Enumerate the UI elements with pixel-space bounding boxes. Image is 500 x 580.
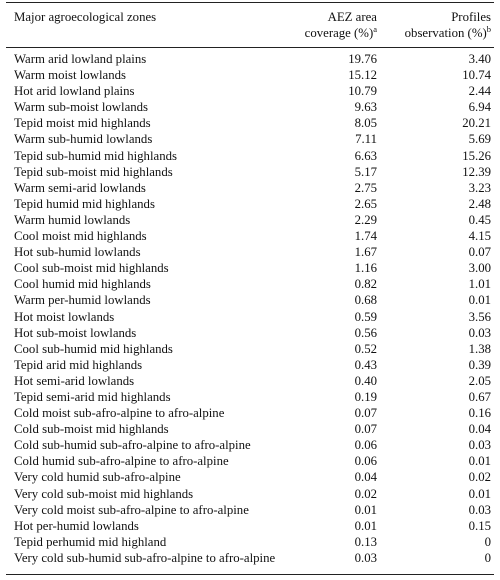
- table-row: [6, 212, 494, 228]
- table-row: [6, 469, 494, 485]
- table-row: [6, 67, 494, 83]
- profiles-observation-cell: 0: [484, 550, 491, 565]
- table-row: [6, 502, 494, 518]
- table-row: [6, 180, 494, 196]
- area-coverage-cell: 0.13: [354, 534, 377, 549]
- profiles-observation-cell: 5.69: [468, 132, 491, 147]
- profiles-observation-cell: 0.03: [468, 438, 491, 453]
- profiles-observation-cell: 0.03: [468, 325, 491, 340]
- table-row: [6, 83, 494, 99]
- profiles-observation-cell: 0.16: [468, 406, 491, 421]
- header-area-footnote-marker: a: [373, 24, 377, 34]
- table-row: [6, 534, 494, 550]
- area-coverage-cell: 0.59: [354, 309, 377, 324]
- table-row: [6, 357, 494, 373]
- zone-name-cell: Tepid perhumid mid highland: [14, 534, 167, 549]
- profiles-observation-cell: 0.01: [468, 486, 491, 501]
- profiles-observation-cell: 0.07: [468, 245, 491, 260]
- header-profiles-line2: [405, 25, 491, 41]
- table-row: [6, 437, 494, 453]
- zone-name-cell: Very cold moist sub-afro-alpine to afro-alpine: [14, 502, 249, 517]
- table-header: [6, 3, 494, 47]
- area-coverage-cell: 0.03: [354, 550, 377, 565]
- area-coverage-cell: 19.76: [348, 52, 377, 66]
- zone-name-cell: Cold humid sub-afro-alpine to afro-alpine: [14, 454, 229, 469]
- area-coverage-cell: 1.16: [354, 261, 377, 276]
- profiles-observation-cell: 0.01: [468, 454, 491, 469]
- zone-name-cell: Tepid arid mid highlands: [14, 357, 143, 372]
- table-row: [6, 115, 494, 131]
- profiles-observation-cell: 0.04: [468, 422, 491, 437]
- area-coverage-cell: 2.29: [354, 212, 377, 227]
- area-coverage-cell: 1.74: [354, 229, 377, 244]
- table-row: [6, 244, 494, 260]
- area-coverage-cell: 0.19: [354, 389, 377, 404]
- area-coverage-cell: 0.01: [354, 518, 377, 533]
- profiles-observation-cell: 2.48: [468, 196, 491, 211]
- header-profiles-observation: [405, 9, 491, 41]
- zone-name-cell: Warm semi-arid lowlands: [14, 180, 146, 195]
- header-profiles-footnote-marker: b: [486, 24, 491, 34]
- zone-name-cell: Hot sub-moist lowlands: [14, 325, 137, 340]
- zone-name-cell: Cool moist mid highlands: [14, 229, 147, 244]
- area-coverage-cell: 0.01: [354, 502, 377, 517]
- zone-name-cell: Tepid sub-humid mid highlands: [14, 148, 177, 163]
- profiles-observation-cell: 1.01: [468, 277, 491, 292]
- table-row: [6, 518, 494, 534]
- zone-name-cell: Cool humid mid highlands: [14, 277, 151, 292]
- table-row: [6, 389, 494, 405]
- header-zone: Major agroecological zones: [14, 10, 157, 24]
- area-coverage-cell: 0.56: [354, 325, 377, 340]
- profiles-observation-cell: 2.05: [468, 373, 491, 388]
- table-row: [6, 421, 494, 437]
- zone-name-cell: Warm moist lowlands: [14, 68, 126, 83]
- zone-name-cell: Hot per-humid lowlands: [14, 518, 139, 533]
- profiles-observation-cell: 0.39: [468, 357, 491, 372]
- table-row: [6, 148, 494, 164]
- table-row: [6, 196, 494, 212]
- profiles-observation-cell: 0.67: [468, 389, 491, 404]
- profiles-observation-cell: 0.15: [468, 518, 491, 533]
- area-coverage-cell: 2.75: [354, 180, 377, 195]
- profiles-observation-cell: 12.39: [462, 164, 491, 179]
- zone-name-cell: Tepid sub-moist mid highlands: [14, 164, 173, 179]
- zone-name-cell: Warm arid lowland plains: [14, 52, 147, 66]
- area-coverage-cell: 10.79: [348, 84, 377, 99]
- profiles-observation-cell: 3.56: [468, 309, 491, 324]
- profiles-observation-cell: 1.38: [468, 341, 491, 356]
- area-coverage-cell: 9.63: [354, 100, 377, 115]
- profiles-observation-cell: 3.40: [468, 52, 491, 66]
- zone-name-cell: Tepid humid mid highlands: [14, 196, 155, 211]
- area-coverage-cell: 1.67: [354, 245, 377, 260]
- table-row: [6, 325, 494, 341]
- area-coverage-cell: 0.82: [354, 277, 377, 292]
- area-coverage-cell: 6.63: [354, 148, 377, 163]
- table-bottom-rule: [6, 574, 494, 575]
- table-row: [6, 260, 494, 276]
- profiles-observation-cell: 10.74: [462, 68, 491, 83]
- profiles-observation-cell: 2.44: [468, 84, 491, 99]
- area-coverage-cell: 15.12: [348, 68, 377, 83]
- table-row: [6, 486, 494, 502]
- profiles-observation-cell: 0: [484, 534, 491, 549]
- header-profiles-line1: Profiles: [451, 10, 491, 24]
- zone-name-cell: Cool sub-moist mid highlands: [14, 261, 169, 276]
- zone-name-cell: Very cold sub-humid sub-afro-alpine to afro-alpine: [14, 550, 276, 565]
- table-row: [6, 453, 494, 469]
- zone-name-cell: Hot moist lowlands: [14, 309, 115, 324]
- area-coverage-cell: 0.06: [354, 454, 377, 469]
- area-coverage-cell: 8.05: [354, 116, 377, 131]
- zone-name-cell: Hot sub-humid lowlands: [14, 245, 141, 260]
- profiles-observation-cell: 3.23: [468, 180, 491, 195]
- area-coverage-cell: 0.40: [354, 373, 377, 388]
- table-row: [6, 292, 494, 308]
- profiles-observation-cell: 0.45: [468, 212, 491, 227]
- zone-name-cell: Hot arid lowland plains: [14, 84, 135, 99]
- zone-name-cell: Cool sub-humid mid highlands: [14, 341, 173, 356]
- zone-name-cell: Very cold humid sub-afro-alpine: [14, 470, 181, 485]
- table-row: [6, 51, 494, 67]
- profiles-observation-cell: 0.03: [468, 502, 491, 517]
- area-coverage-cell: 0.07: [354, 406, 377, 421]
- area-coverage-cell: 7.11: [355, 132, 377, 147]
- zone-name-cell: Hot semi-arid lowlands: [14, 373, 135, 388]
- header-area-line2-text: coverage (%): [304, 26, 374, 40]
- table-header-rule: [6, 47, 494, 48]
- area-coverage-cell: 0.06: [354, 438, 377, 453]
- profiles-observation-cell: 0.02: [468, 470, 491, 485]
- area-coverage-cell: 0.07: [354, 422, 377, 437]
- zone-name-cell: Cold sub-moist mid highlands: [14, 422, 169, 437]
- table-row: [6, 550, 494, 566]
- table-body: [6, 51, 494, 566]
- area-coverage-cell: 0.04: [354, 470, 377, 485]
- header-area-line1: AEZ area: [327, 10, 377, 24]
- header-area-line2: [305, 25, 377, 41]
- area-coverage-cell: 0.52: [354, 341, 377, 356]
- table-row: [6, 309, 494, 325]
- zone-name-cell: Warm humid lowlands: [14, 212, 131, 227]
- area-coverage-cell: 0.68: [354, 293, 377, 308]
- table-row: [6, 164, 494, 180]
- area-coverage-cell: 5.17: [354, 164, 377, 179]
- zone-name-cell: Tepid moist mid highlands: [14, 116, 151, 131]
- profiles-observation-cell: 4.15: [468, 229, 491, 244]
- area-coverage-cell: 0.43: [354, 357, 377, 372]
- header-profiles-line2-text: observation (%): [404, 26, 487, 40]
- table-row: [6, 131, 494, 147]
- table-row: [6, 228, 494, 244]
- table-row: [6, 99, 494, 115]
- header-area-coverage: [305, 9, 377, 41]
- table-row: [6, 405, 494, 421]
- zone-name-cell: Warm per-humid lowlands: [14, 293, 151, 308]
- area-coverage-cell: 0.02: [354, 486, 377, 501]
- zone-name-cell: Warm sub-moist lowlands: [14, 100, 149, 115]
- zone-name-cell: Warm sub-humid lowlands: [14, 132, 153, 147]
- profiles-observation-cell: 15.26: [462, 148, 491, 163]
- profiles-observation-cell: 3.00: [468, 261, 491, 276]
- table-row: [6, 276, 494, 292]
- table-row: [6, 341, 494, 357]
- profiles-observation-cell: 6.94: [468, 100, 491, 115]
- profiles-observation-cell: 0.01: [468, 293, 491, 308]
- table-row: [6, 373, 494, 389]
- zone-name-cell: Cold moist sub-afro-alpine to afro-alpine: [14, 406, 225, 421]
- zone-name-cell: Tepid semi-arid mid highlands: [14, 389, 171, 404]
- area-coverage-cell: 2.65: [354, 196, 377, 211]
- zone-name-cell: Very cold sub-moist mid highlands: [14, 486, 194, 501]
- profiles-observation-cell: 20.21: [462, 116, 491, 131]
- zone-name-cell: Cold sub-humid sub-afro-alpine to afro-alpine: [14, 438, 251, 453]
